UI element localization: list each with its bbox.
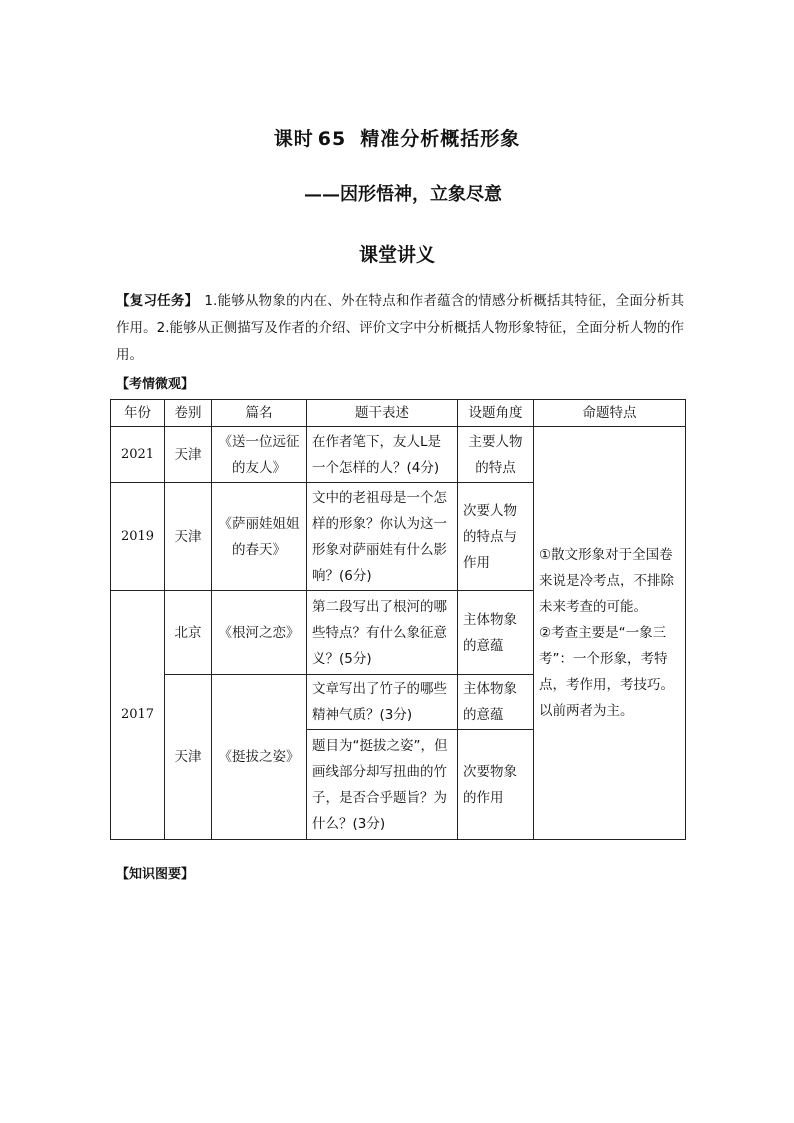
cell-stem: 题目为“挺拔之姿”，但画线部分却写扭曲的竹子，是否合乎题旨？为什么？(3分): [307, 730, 458, 840]
cell-angle: 主要人物的特点: [458, 427, 534, 483]
review-task-tag: 【复习任务】: [116, 293, 199, 309]
header-paper: 卷别: [165, 400, 212, 427]
header-angle: 设题角度: [458, 400, 534, 427]
cell-paper: 天津: [165, 675, 212, 840]
cell-paper: 天津: [165, 427, 212, 483]
header-stem: 题干表述: [307, 400, 458, 427]
review-task-text: 1.能够从物象的内在、外在特点和作者蕴含的情感分析概括其特征，全面分析其作用。2.能够从正侧描写及作者的介绍、评价文字中分析概括人物形象特征，全面分析人物的作用。: [116, 293, 684, 363]
header-year: 年份: [111, 400, 165, 427]
cell-stem: 第二段写出了根河的哪些特点？有什么象征意义？(5分): [307, 591, 458, 675]
header-title: 篇名: [212, 400, 307, 427]
cell-year: 2017: [111, 591, 165, 840]
lesson-number: 65: [317, 128, 347, 150]
feature-point-2: ②考查主要是“一象三考”：一个形象，考特点，考作用，考技巧。以前两者为主。: [539, 625, 674, 719]
cell-title: 《萨丽娃姐姐的春天》: [212, 483, 307, 591]
table-header-row: [111, 400, 686, 427]
page-title: [0, 124, 794, 151]
title-prefix: 课时: [273, 128, 314, 150]
cell-title: 《送一位远征的友人》: [212, 427, 307, 483]
cell-feature: [534, 427, 686, 840]
cell-title: 《挺拔之姿》: [212, 675, 307, 840]
cell-year: 2021: [111, 427, 165, 483]
exam-overview-label: 【考情微观】: [116, 377, 195, 392]
exam-table: [110, 399, 686, 840]
cell-stem: 文章写出了竹子的哪些精神气质？(3分): [307, 675, 458, 730]
cell-paper: 北京: [165, 591, 212, 675]
table-row: [111, 427, 686, 483]
feature-point-1: ①散文形象对于全国卷来说是冷考点，不排除未来考查的可能。: [539, 547, 674, 615]
cell-angle: 主体物象的意蕴: [458, 591, 534, 675]
cell-angle: 主体物象的意蕴: [458, 675, 534, 730]
review-task-paragraph: [116, 288, 684, 369]
page-subtitle: ——因形悟神，立象尽意: [304, 184, 502, 205]
cell-title: 《根河之恋》: [212, 591, 307, 675]
cell-stem: 在作者笔下，友人L是一个怎样的人？(4分): [307, 427, 458, 483]
cell-angle: 次要人物的特点与作用: [458, 483, 534, 591]
section-title: 课堂讲义: [358, 244, 435, 266]
knowledge-map-label: 【知识图要】: [116, 867, 195, 882]
cell-year: 2019: [111, 483, 165, 591]
cell-angle: 次要物象的作用: [458, 730, 534, 840]
cell-stem: 文中的老祖母是一个怎样的形象？你认为这一形象对萨丽娃有什么影响？(6分): [307, 483, 458, 591]
header-feature: 命题特点: [534, 400, 686, 427]
lesson-title: 精准分析概括形象: [360, 128, 521, 150]
cell-paper: 天津: [165, 483, 212, 591]
